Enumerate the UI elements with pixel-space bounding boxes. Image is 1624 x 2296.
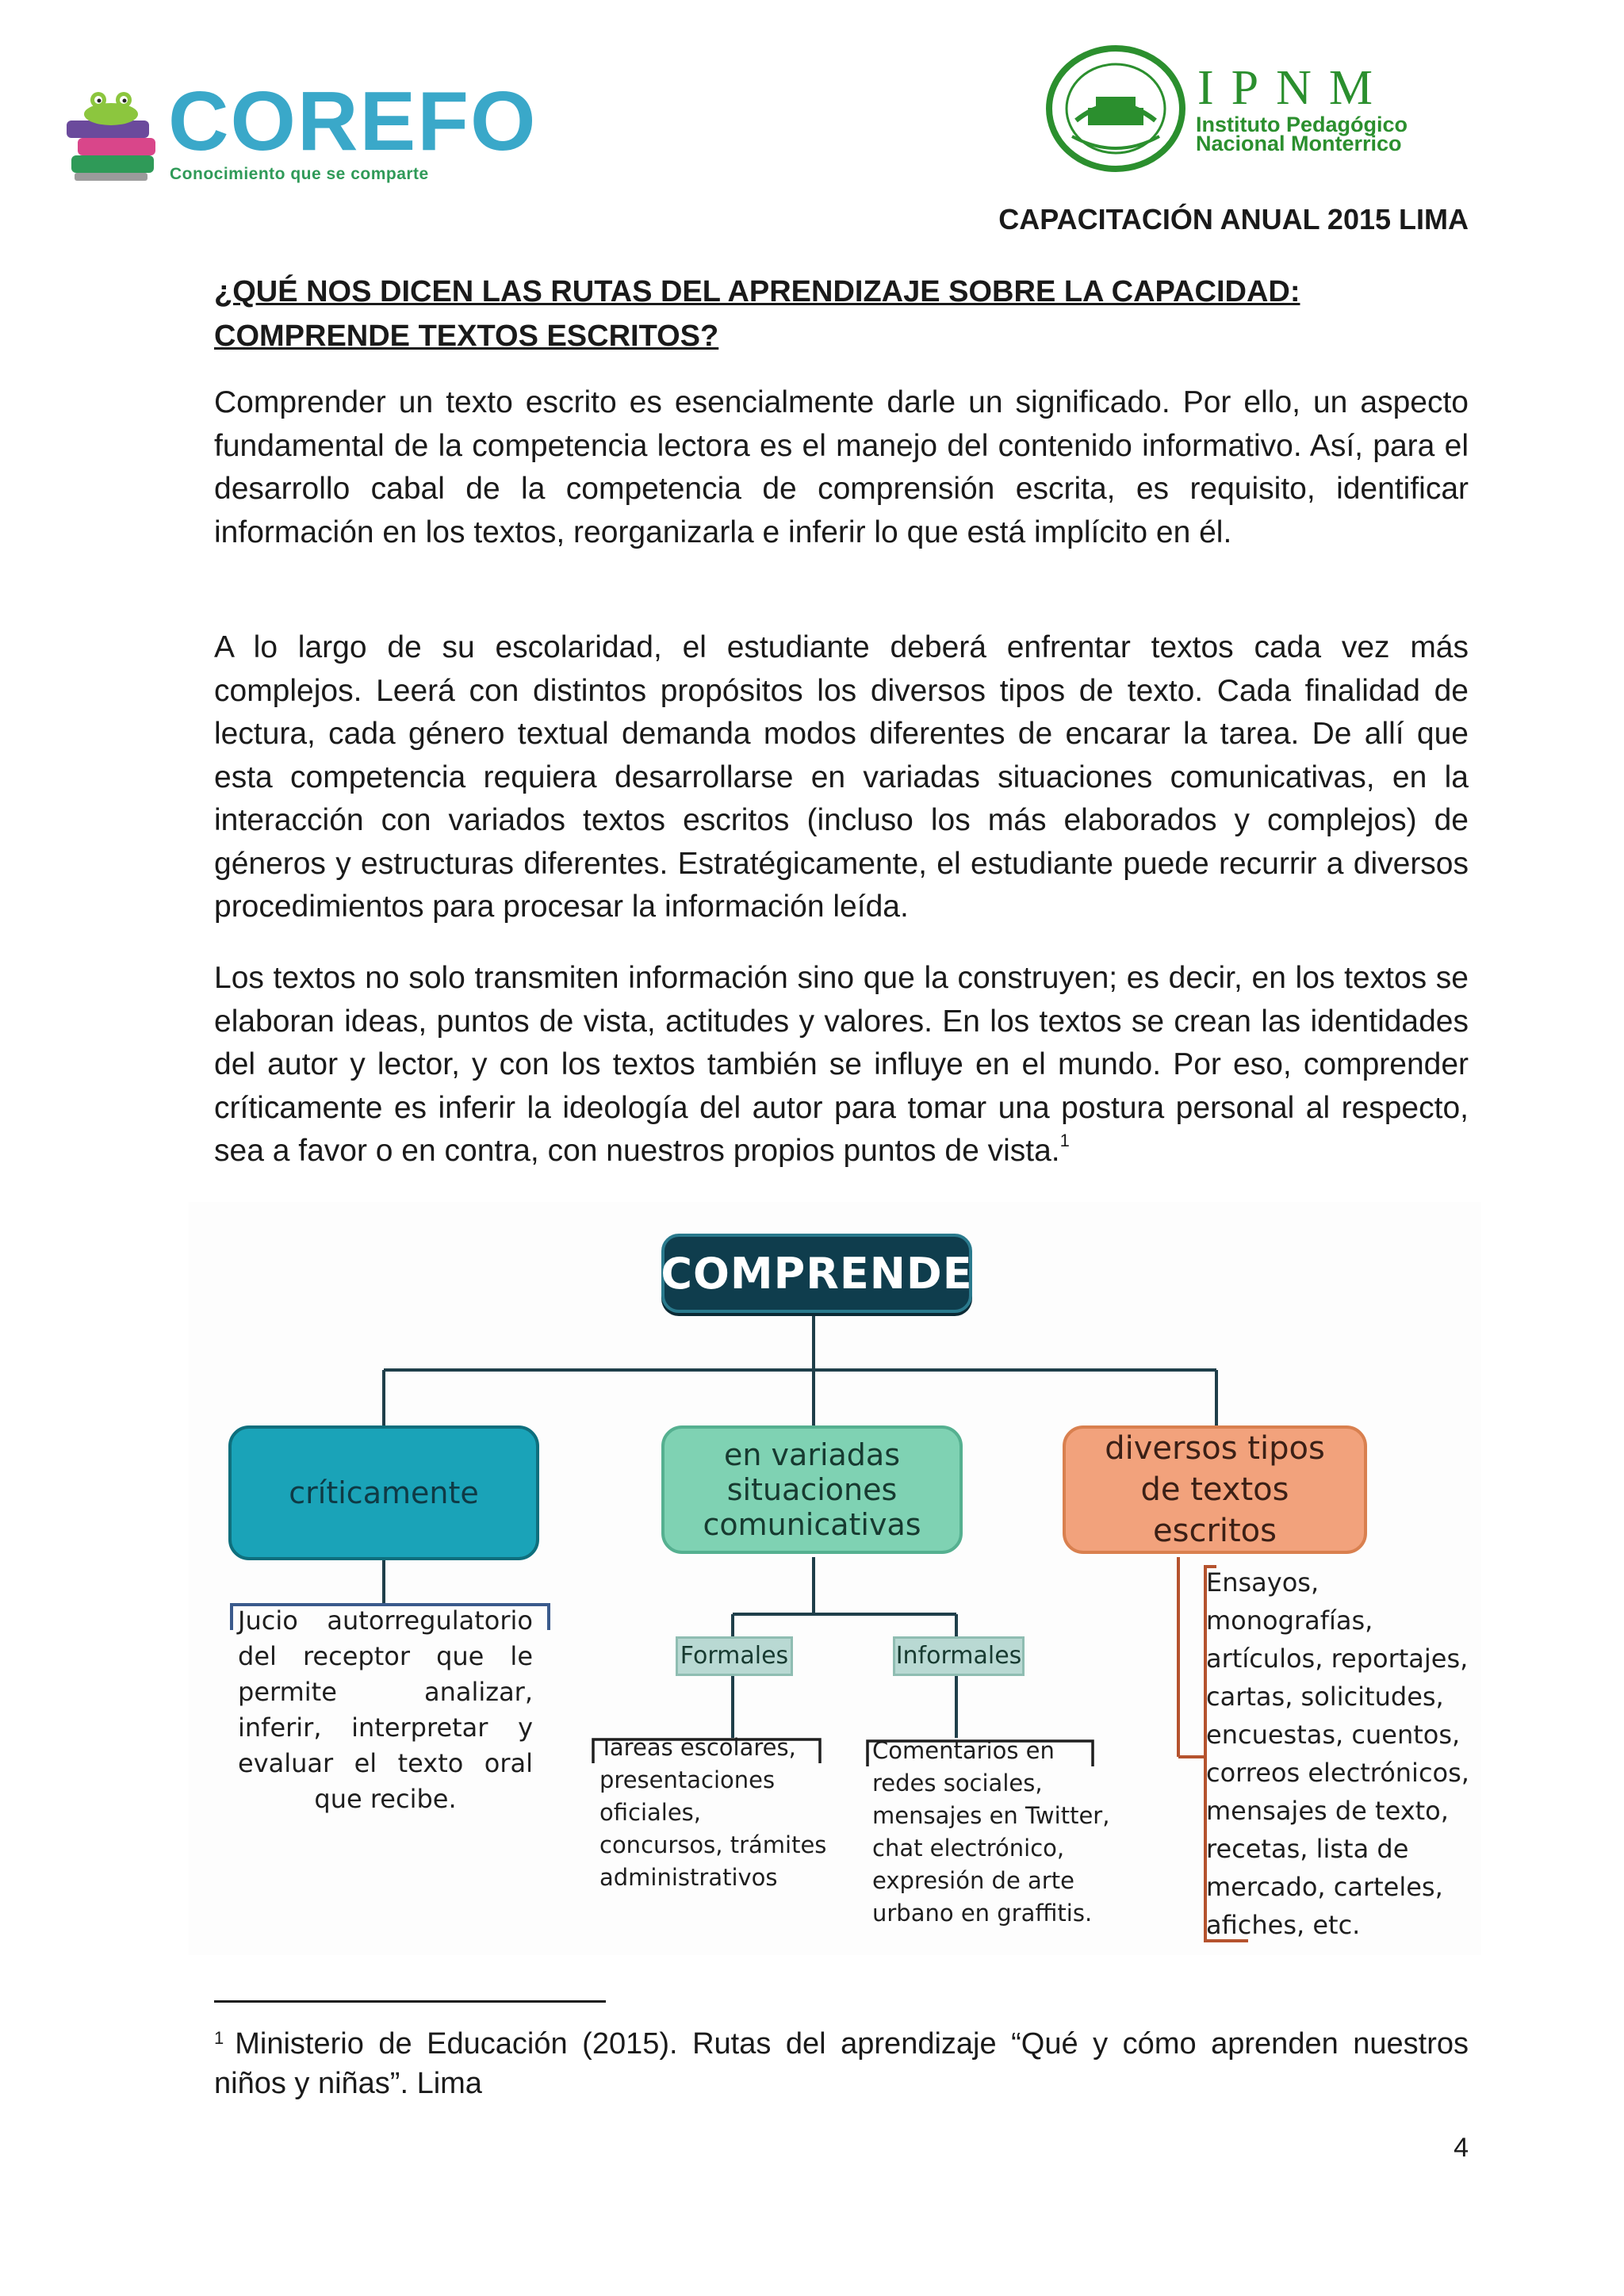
paragraph-2: A lo largo de su escolaridad, el estudiante deberá enfrentar textos cada vez más complejos. Leerá con distintos propósitos los diversos tipos de texto. Cada finalidad de lectura, cada género textual demanda modos diferentes de encarar la tarea. De allí que esta competencia requiera desarrollarse en variadas situaciones comunicativas, en la interacción con variados textos escritos (incluso los más elaborados y complejos) de géneros y estructuras diferentes. Estratégicamente, el estudiante puede recurrir a diversos procedimientos para procesar la información leída.: [214, 630, 1469, 924]
concept-node-criticamente: críticamente: [228, 1425, 539, 1560]
section-title: ¿QUÉ NOS DICEN LAS RUTAS DEL APRENDIZAJE SOBRE LA CAPACIDAD: COMPRENDE TEXTOS ESCRITOS?: [214, 275, 1300, 353]
concept-root: COMPRENDE: [661, 1234, 972, 1313]
paragraph-3: [214, 957, 1469, 1173]
paragraph-3-text: Los textos no solo transmiten información sino que la construyen; es decir, en los textos se elaboran ideas, puntos de vista, actitudes y valores. En los textos se crean las identidades del autor y lector, y con los textos también se influye en el mundo. Por eso, comprender críticamente es inferir la ideología del autor para tomar una postura personal al respecto, sea a favor o en contra, con nuestros propios puntos de vista.: [214, 961, 1469, 1168]
informales-detail: Comentarios en redes sociales, mensajes en Twitter, chat electrónico, expresión de arte urbano en graffitis.: [872, 1737, 1110, 1927]
ipnm-name-line2: Nacional Monterrico: [1196, 132, 1402, 155]
ipnm-seal-icon: [1040, 41, 1191, 176]
concept-map: [189, 1202, 1481, 1955]
footnote-separator: [214, 2000, 606, 2003]
corefo-tagline: Conocimiento que se comparte: [170, 165, 429, 183]
page-number: 4: [1454, 2133, 1469, 2163]
footnote-text: Ministerio de Educación (2015). Rutas del aprendizaje “Qué y cómo aprenden nuestros niños y niñas”. Lima: [214, 2027, 1469, 2100]
tag-informales: Informales: [893, 1636, 1025, 1676]
corefo-wordmark: COREFO: [168, 75, 538, 168]
concept-node-situaciones: en variadas situaciones comunicativas: [661, 1425, 963, 1554]
header-caption: CAPACITACIÓN ANUAL 2015 LIMA: [998, 203, 1469, 235]
tipos-detail: Ensayos, monografías, artículos, reportajes, cartas, solicitudes, encuestas, cuentos, correos electrónicos, mensajes de texto, recetas, lista de mercado, carteles, afiches, etc.: [1206, 1567, 1469, 1940]
ipnm-name-line1: Instituto Pedagógico: [1196, 113, 1408, 136]
footnote-marker: 1: [214, 2028, 224, 2048]
footnote-reference[interactable]: 1: [1059, 1131, 1070, 1150]
footnote: [214, 2019, 1469, 2103]
paragraph-1: Comprender un texto escrito es esencialmente darle un significado. Por ello, un aspecto fundamental de la competencia lectora es el manejo del contenido informativo. Así, para el desarrollo cabal de la competencia de comprensión escrita, es requisito, identificar información en los textos, reorganizarla e inferir lo que está implícito en él.: [214, 385, 1469, 549]
formales-detail: Tareas escolares, presentaciones oficiales, concursos, trámites administrativos: [599, 1734, 827, 1891]
criticamente-detail: Jucio autorregulatorio del receptor que le permite analizar, inferir, interpretar y evaluar el texto oral que recibe.: [238, 1605, 533, 1814]
tag-formales: Formales: [676, 1636, 793, 1676]
concept-node-tipos: diversos tipos de textos escritos: [1063, 1425, 1367, 1554]
books-frog-icon: [63, 79, 167, 198]
ipnm-acronym: IPNM: [1197, 61, 1391, 115]
